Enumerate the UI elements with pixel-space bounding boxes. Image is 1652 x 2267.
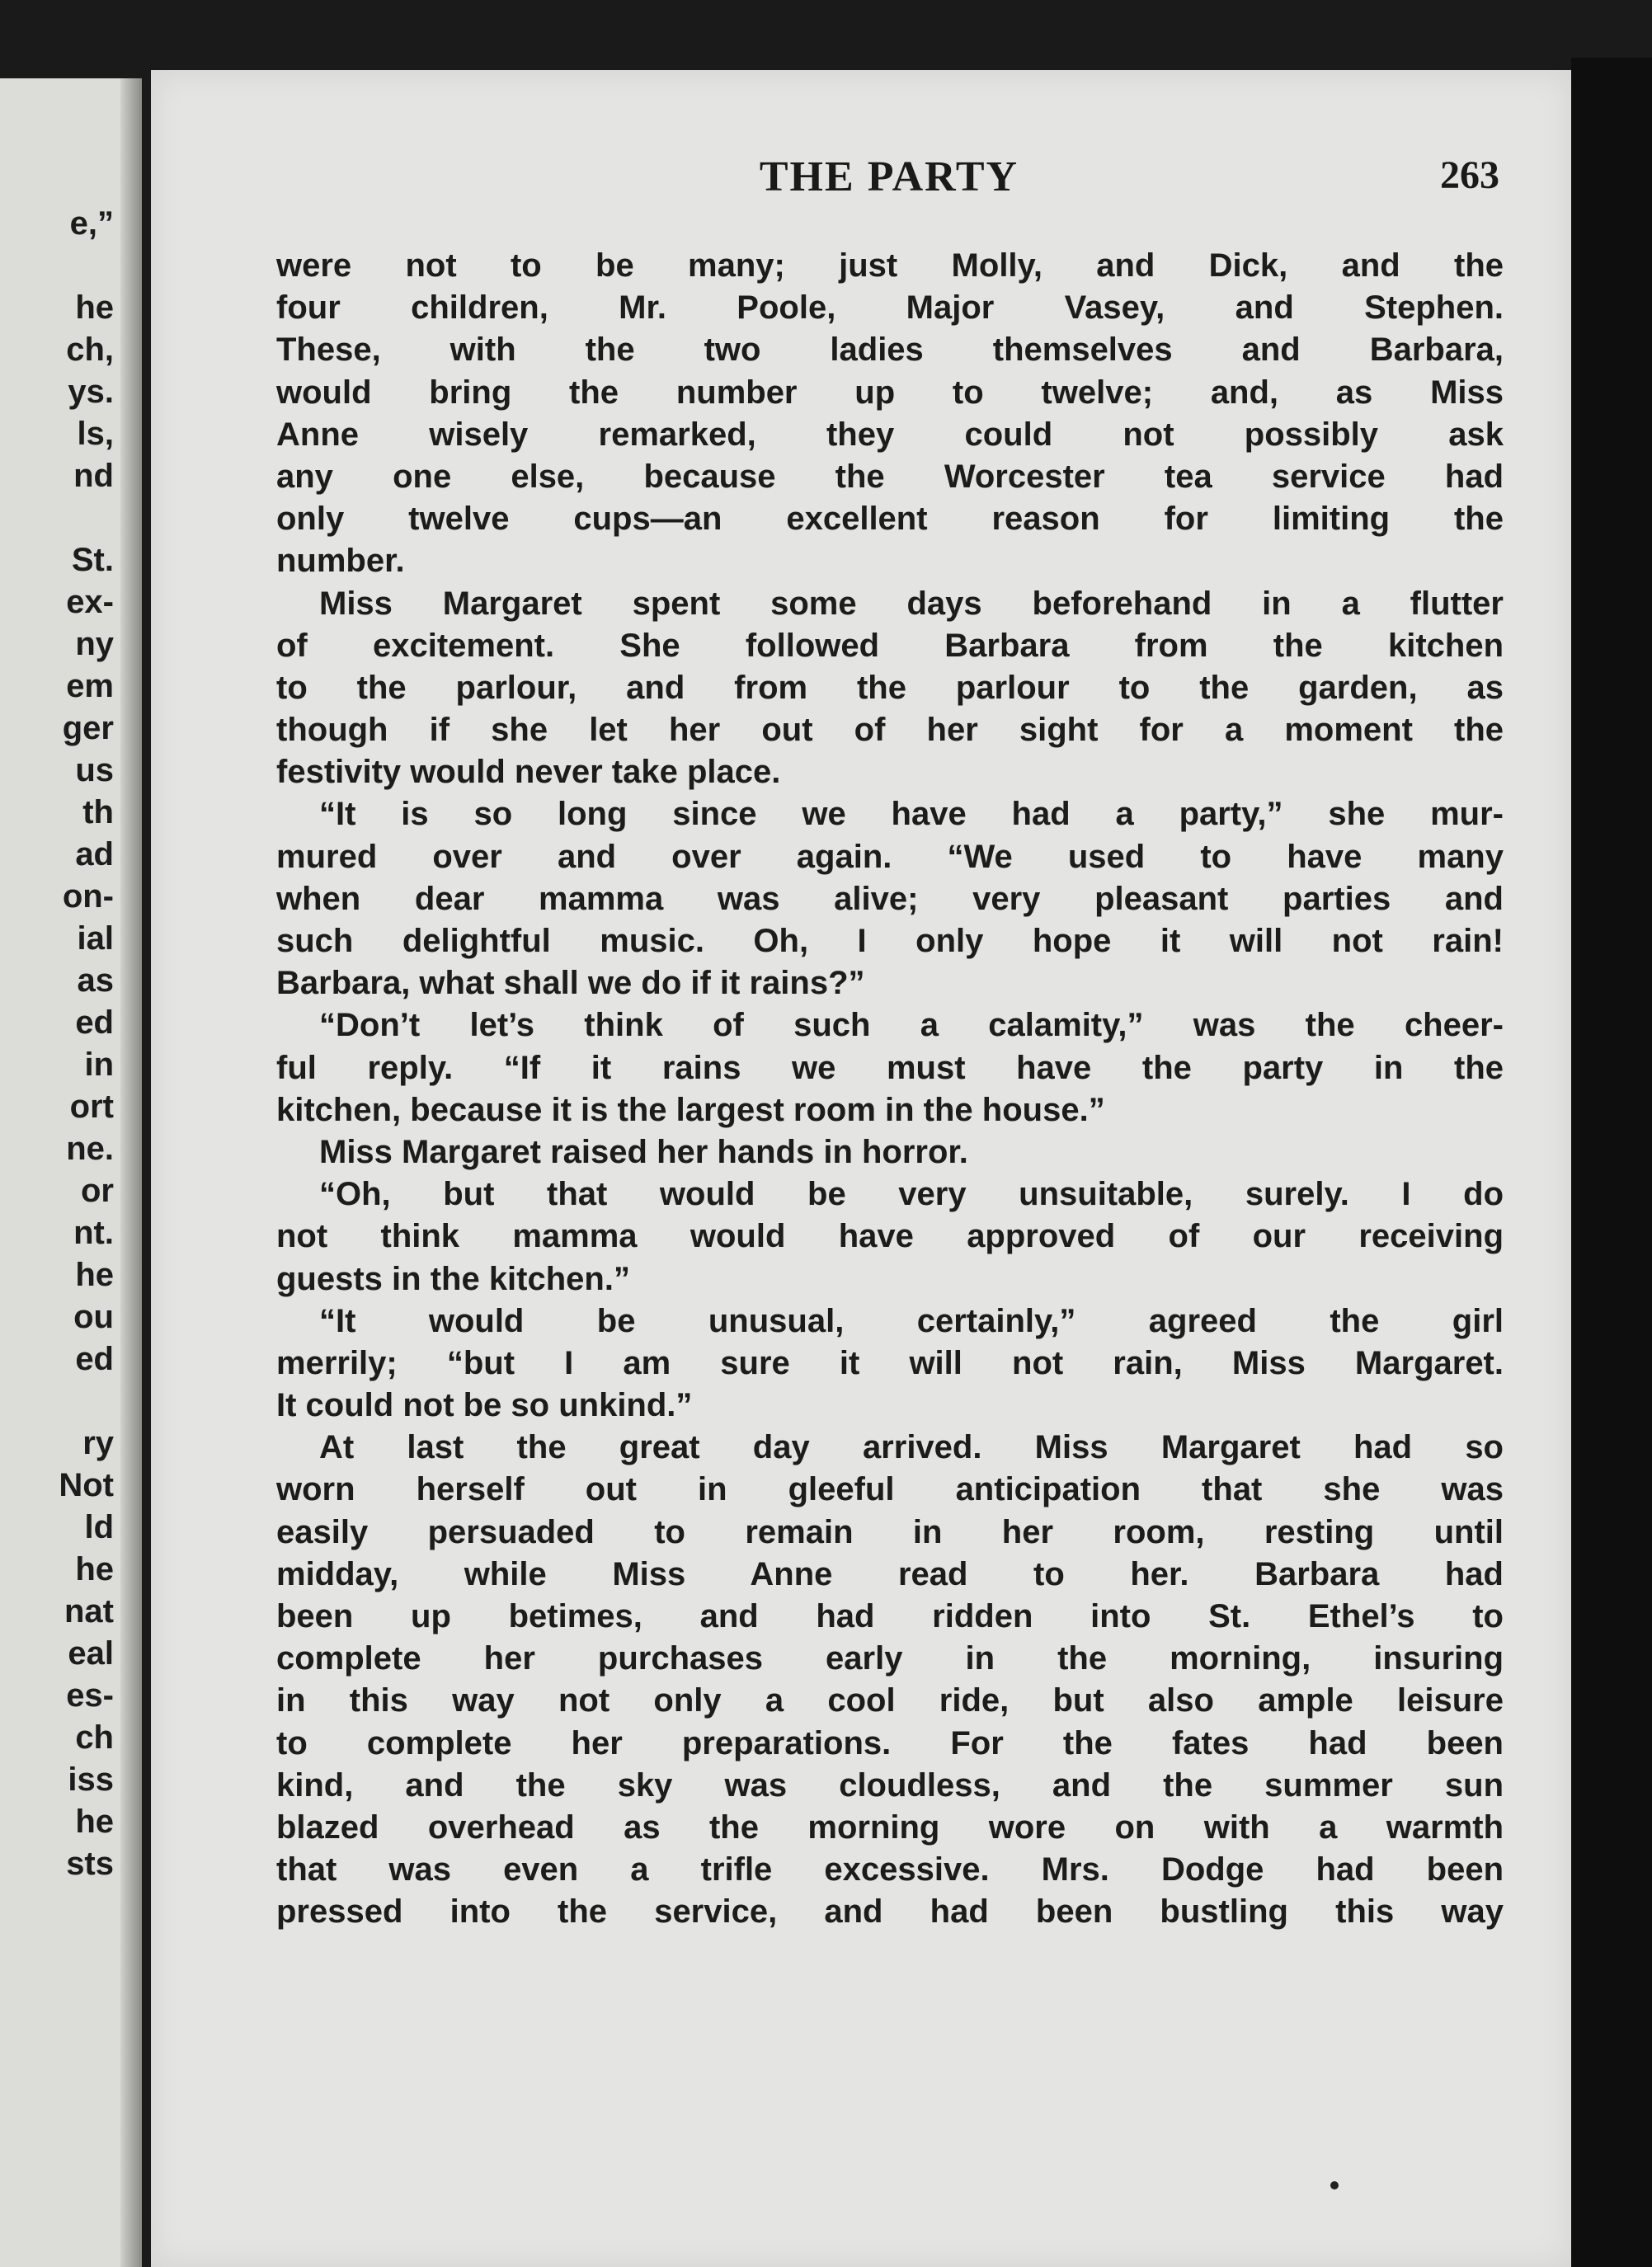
previous-page-fragment: th: [82, 794, 114, 830]
text-line: pressed into the service, and had been bustling this way: [276, 1893, 1504, 1931]
text-line: been up betimes, and had ridden into St. Ethel’s to: [276, 1598, 1504, 1634]
text-line: kitchen, because it is the largest room in the house.”: [276, 1091, 1105, 1128]
previous-page-fragment: or: [81, 1173, 114, 1209]
previous-page-fragment: em: [66, 668, 114, 704]
previous-page-fragment: ad: [75, 836, 114, 872]
text-line: easily persuaded to remain in her room, resting until: [276, 1513, 1504, 1550]
text-line: merrily; “but I am sure it will not rain, Miss Margaret.: [276, 1344, 1504, 1381]
text-line: to complete her preparations. For the fates had been: [276, 1724, 1504, 1761]
previous-page-fragment: nat: [64, 1593, 114, 1630]
text-line: of excitement. She followed Barbara from the kitchen: [276, 627, 1504, 664]
previous-page-fragment: ch,: [66, 332, 114, 368]
previous-page-fragment: he: [75, 1257, 114, 1293]
previous-page-fragment: sts: [66, 1846, 114, 1882]
text-line: At last the great day arrived. Miss Margaret had so: [319, 1429, 1504, 1466]
previous-page-fragment: nt.: [73, 1215, 114, 1251]
running-head: THE PARTY: [759, 153, 1019, 200]
text-line: complete her purchases early in the morning, insuring: [276, 1640, 1504, 1677]
text-line: to the parlour, and from the parlour to the garden, as: [276, 669, 1504, 706]
text-line: in this way not only a cool ride, but also ample leisure: [276, 1682, 1504, 1719]
text-line: four children, Mr. Poole, Major Vasey, and Stephen.: [276, 289, 1504, 327]
previous-page-fragment: he: [75, 1551, 114, 1587]
text-line: that was even a trifle excessive. Mrs. Dodge had been: [276, 1851, 1504, 1888]
previous-page-fragment: on-: [62, 878, 114, 915]
text-line: “Don’t let’s think of such a calamity,” was the cheer-: [319, 1007, 1504, 1044]
page-header: [279, 153, 1499, 210]
text-line: midday, while Miss Anne read to her. Barbara had: [276, 1555, 1504, 1592]
previous-page-fragment: es-: [66, 1677, 114, 1714]
text-line: such delightful music. Oh, I only hope it will not rain!: [276, 923, 1504, 959]
previous-page-fragment: ger: [62, 710, 114, 746]
previous-page-fragment: Not: [59, 1467, 114, 1503]
previous-page-fragment: iss: [68, 1761, 114, 1798]
previous-page-fragment: in: [84, 1046, 114, 1083]
text-line: were not to be many; just Molly, and Dick, and the: [276, 247, 1504, 284]
previous-page-fragment: ld: [84, 1509, 114, 1545]
text-line: when dear mamma was alive; very pleasant parties and: [276, 880, 1504, 917]
previous-page-fragment: nd: [73, 458, 114, 494]
text-line: though if she let her out of her sight for a moment the: [276, 712, 1504, 749]
text-line: Barbara, what shall we do if it rains?”: [276, 965, 865, 1002]
previous-page-fragment: e,”: [69, 205, 114, 242]
text-line: worn herself out in gleeful anticipation that she was: [276, 1471, 1504, 1508]
previous-page-fragment: he: [75, 1804, 114, 1840]
previous-page-fragment: ny: [75, 626, 114, 662]
text-line: any one else, because the Worcester tea service had: [276, 458, 1504, 495]
previous-page-fragment: ort: [69, 1089, 114, 1125]
previous-page: [0, 78, 142, 2267]
text-line: These, with the two ladies themselves and Barbara,: [276, 332, 1504, 369]
previous-page-text-fragments: [59, 203, 114, 1885]
text-line: Anne wisely remarked, they could not possibly ask: [276, 416, 1504, 453]
text-line: mured over and over again. “We used to have many: [276, 838, 1504, 875]
previous-page-fragment: ial: [77, 920, 114, 957]
previous-page-fragment: ry: [82, 1425, 114, 1461]
text-line: only twelve cups—an excellent reason for limiting the: [276, 501, 1504, 538]
previous-page-fragment: eal: [68, 1635, 114, 1672]
previous-page-fragment: [59, 245, 114, 287]
text-line: “Oh, but that would be very unsuitable, surely. I do: [319, 1176, 1504, 1213]
text-line: guests in the kitchen.”: [276, 1260, 630, 1297]
book-page: [151, 70, 1571, 2267]
text-line: would bring the number up to twelve; and, as Miss: [276, 374, 1504, 411]
text-line: It could not be so unkind.”: [276, 1387, 693, 1424]
previous-page-fragment: ed: [75, 1341, 114, 1377]
previous-page-fragment: ne.: [66, 1131, 114, 1167]
previous-page-fragment: ys.: [68, 374, 114, 410]
previous-page-fragment: ls,: [77, 416, 114, 452]
text-line: “It would be unusual, certainly,” agreed the girl: [319, 1302, 1504, 1339]
print-speck: [1330, 2181, 1339, 2189]
text-line: Miss Margaret spent some days beforehand in a flutter: [319, 585, 1504, 622]
text-line: not think mamma would have approved of our receiving: [276, 1218, 1504, 1255]
scan-background: [1571, 58, 1652, 2267]
previous-page-fragment: ou: [73, 1299, 114, 1335]
text-line: Miss Margaret raised her hands in horror.: [319, 1133, 968, 1170]
previous-page-fragment: us: [75, 752, 114, 788]
text-line: “It is so long since we have had a party,” she mur-: [319, 796, 1504, 833]
previous-page-fragment: ex-: [66, 584, 114, 620]
text-line: ful reply. “If it rains we must have the party in the: [276, 1049, 1504, 1086]
text-line: festivity would never take place.: [276, 754, 781, 791]
previous-page-fragment: ed: [75, 1004, 114, 1041]
book-gutter: [120, 78, 142, 2267]
page-number: 263: [1440, 153, 1499, 197]
previous-page-fragment: [59, 1380, 114, 1423]
previous-page-fragment: as: [77, 962, 114, 999]
text-line: kind, and the sky was cloudless, and the summer sun: [276, 1766, 1504, 1804]
previous-page-fragment: [59, 497, 114, 539]
text-line: number.: [276, 543, 405, 580]
body-text: [276, 245, 1504, 1934]
text-line: blazed overhead as the morning wore on with a warmth: [276, 1808, 1504, 1846]
previous-page-fragment: ch: [75, 1719, 114, 1756]
previous-page-fragment: he: [75, 289, 114, 326]
previous-page-fragment: St.: [71, 542, 114, 578]
